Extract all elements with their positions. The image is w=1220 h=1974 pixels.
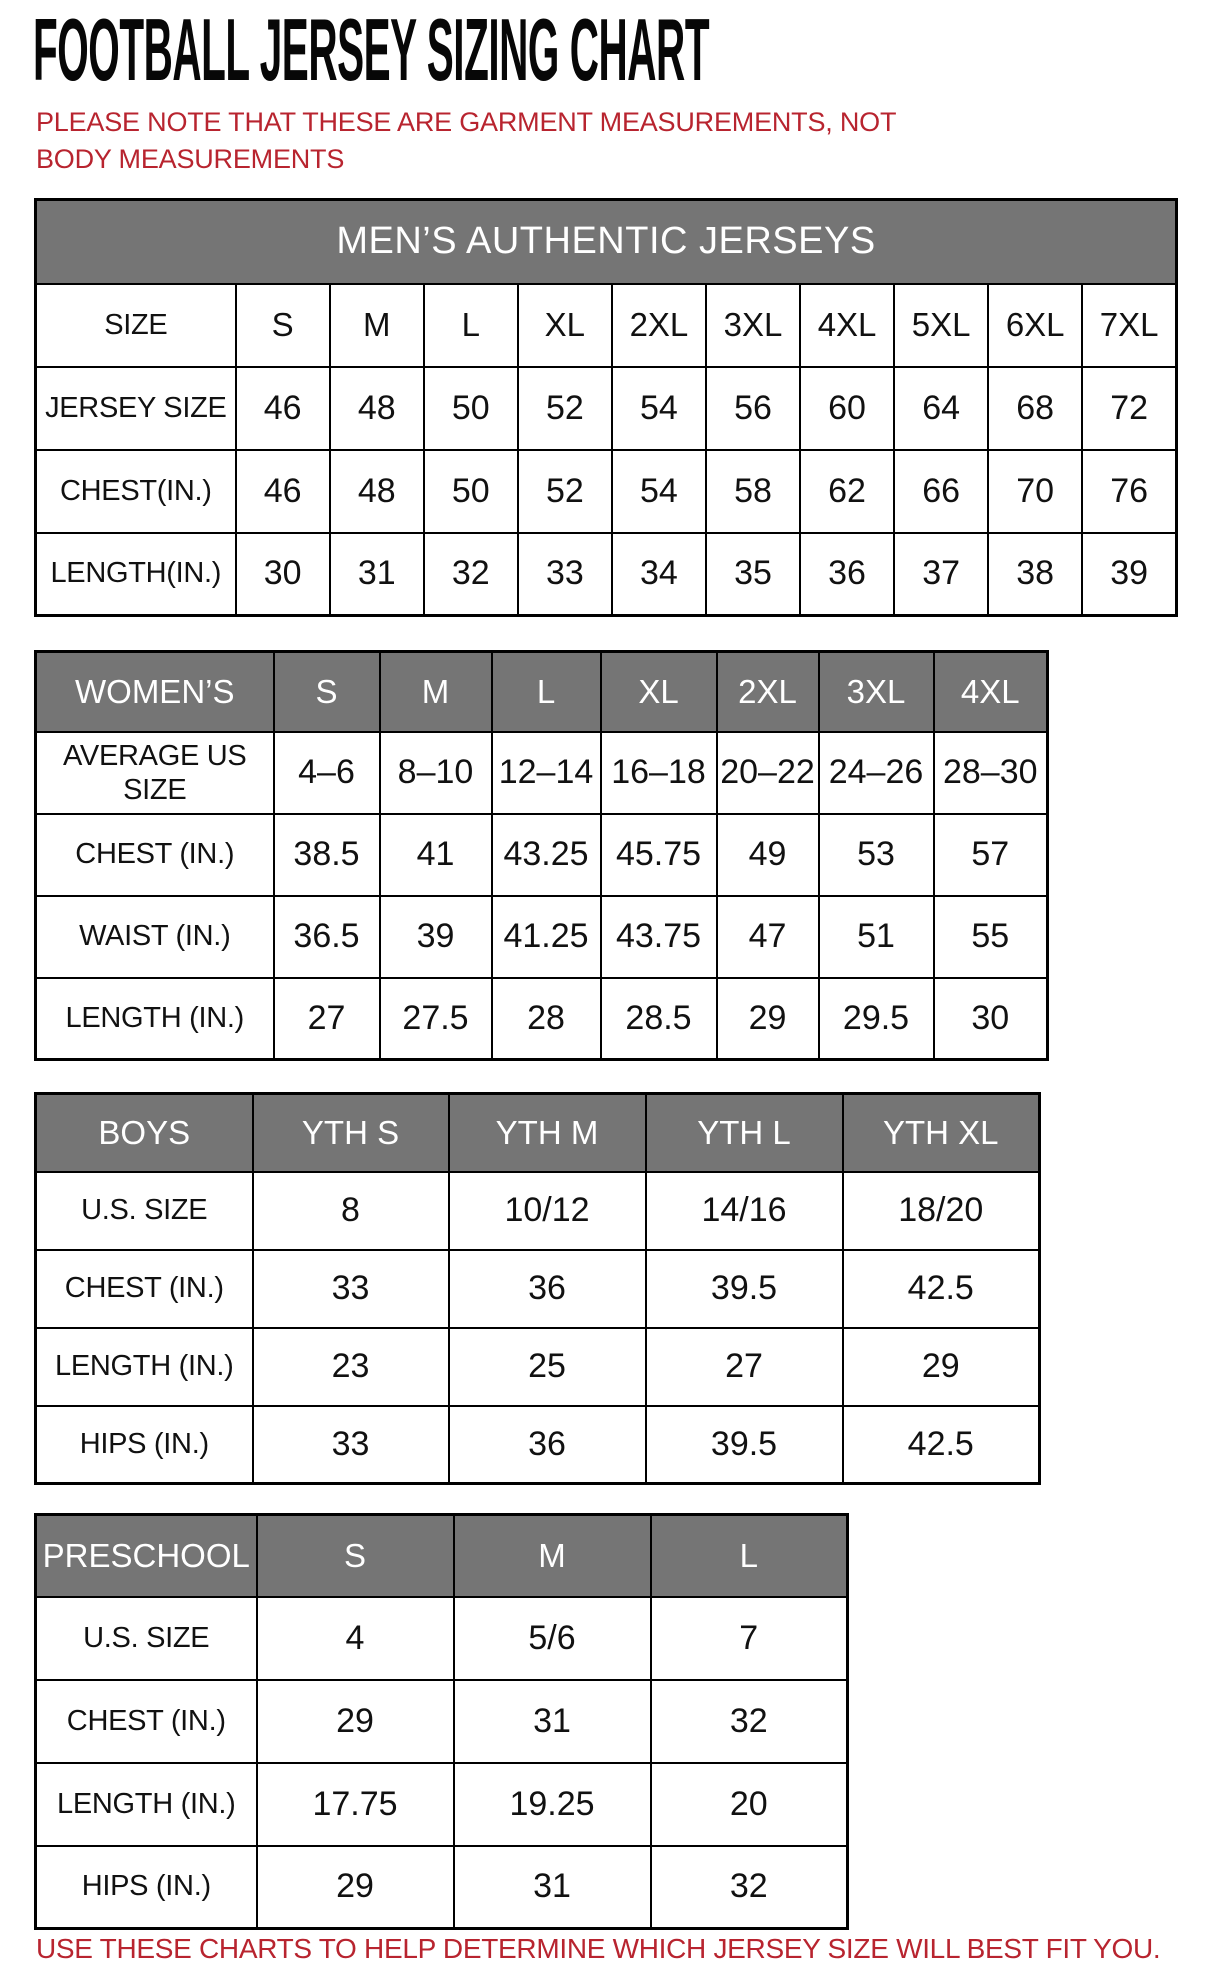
row-label: CHEST(IN.)	[36, 450, 236, 533]
size-value: 52	[518, 450, 612, 533]
size-value: 56	[706, 367, 800, 450]
size-header: M	[380, 652, 492, 732]
size-header: 3XL	[706, 284, 800, 367]
size-header: L	[492, 652, 601, 732]
size-value: 37	[894, 533, 988, 616]
size-value: 46	[236, 450, 330, 533]
size-value: 38	[988, 533, 1082, 616]
size-value: 10/12	[449, 1172, 646, 1250]
size-value: 32	[651, 1680, 848, 1763]
size-value: 28.5	[601, 978, 717, 1060]
size-value: 14/16	[646, 1172, 843, 1250]
size-header: S	[257, 1515, 454, 1597]
table-row	[36, 896, 1048, 978]
table-row	[36, 978, 1048, 1060]
size-value: 7	[651, 1597, 848, 1680]
size-value: 17.75	[257, 1763, 454, 1846]
size-value: 28	[492, 978, 601, 1060]
size-header: L	[424, 284, 518, 367]
table-title: PRESCHOOL	[36, 1515, 257, 1597]
size-value: 53	[819, 814, 934, 896]
size-value: 54	[612, 450, 706, 533]
size-value: 18/20	[843, 1172, 1040, 1250]
table-banner-row	[36, 200, 1177, 284]
size-value: 39.5	[646, 1406, 843, 1484]
size-value: 30	[236, 533, 330, 616]
size-value: 43.75	[601, 896, 717, 978]
size-value: 36	[449, 1406, 646, 1484]
size-header: 2XL	[612, 284, 706, 367]
size-value: 51	[819, 896, 934, 978]
size-value: 25	[449, 1328, 646, 1406]
size-value: 39	[380, 896, 492, 978]
size-value: 43.25	[492, 814, 601, 896]
row-label: CHEST (IN.)	[36, 1250, 253, 1328]
size-header: YTH M	[449, 1094, 646, 1172]
womens-sizing-table	[34, 650, 1049, 1061]
size-value: 27	[274, 978, 380, 1060]
size-value: 36	[800, 533, 894, 616]
table-header-row	[36, 1094, 1040, 1172]
size-value: 39.5	[646, 1250, 843, 1328]
size-value: 60	[800, 367, 894, 450]
size-header: 4XL	[934, 652, 1048, 732]
size-value: 29	[843, 1328, 1040, 1406]
row-label: SIZE	[36, 284, 236, 367]
size-value: 29	[717, 978, 819, 1060]
row-label: AVERAGE US SIZE	[63, 739, 247, 806]
size-value: 39	[1082, 533, 1176, 616]
table-row	[36, 814, 1048, 896]
table-row	[36, 1328, 1040, 1406]
size-value: 20–22	[717, 732, 819, 814]
row-label: LENGTH (IN.)	[36, 1763, 257, 1846]
size-value: 33	[253, 1250, 449, 1328]
size-header: 4XL	[800, 284, 894, 367]
row-label: U.S. SIZE	[36, 1597, 257, 1680]
size-value: 36.5	[274, 896, 380, 978]
table-row	[36, 533, 1177, 616]
size-value: 33	[253, 1406, 449, 1484]
size-header: L	[651, 1515, 848, 1597]
preschool-sizing-table	[34, 1513, 849, 1930]
size-value: 41	[380, 814, 492, 896]
size-header: M	[454, 1515, 651, 1597]
size-value: 20	[651, 1763, 848, 1846]
size-value: 32	[424, 533, 518, 616]
table-title: BOYS	[36, 1094, 253, 1172]
size-value: 52	[518, 367, 612, 450]
size-value: 8–10	[380, 732, 492, 814]
size-value: 57	[934, 814, 1048, 896]
size-value: 33	[518, 533, 612, 616]
size-value: 54	[612, 367, 706, 450]
table-row	[36, 367, 1177, 450]
size-header: 6XL	[988, 284, 1082, 367]
size-value: 29.5	[819, 978, 934, 1060]
size-value: 42.5	[843, 1250, 1040, 1328]
size-value: 27.5	[380, 978, 492, 1060]
size-value: 42.5	[843, 1406, 1040, 1484]
size-header: S	[236, 284, 330, 367]
size-value: 29	[257, 1680, 454, 1763]
size-value: 31	[454, 1680, 651, 1763]
row-label: HIPS (IN.)	[36, 1406, 253, 1484]
size-header: YTH XL	[843, 1094, 1040, 1172]
size-value: 19.25	[454, 1763, 651, 1846]
size-value: 47	[717, 896, 819, 978]
size-value: 4	[257, 1597, 454, 1680]
size-header: 3XL	[819, 652, 934, 732]
row-label: CHEST (IN.)	[36, 814, 274, 896]
size-value: 27	[646, 1328, 843, 1406]
size-header: 2XL	[717, 652, 819, 732]
size-value: 30	[934, 978, 1048, 1060]
table-header-row	[36, 1515, 848, 1597]
row-label: LENGTH(IN.)	[36, 533, 236, 616]
size-header: YTH S	[253, 1094, 449, 1172]
size-value: 49	[717, 814, 819, 896]
size-value: 72	[1082, 367, 1176, 450]
row-label: LENGTH (IN.)	[36, 978, 274, 1060]
table-header-row	[36, 652, 1048, 732]
table-row	[36, 732, 1048, 814]
size-value: 58	[706, 450, 800, 533]
table-row	[36, 284, 1177, 367]
mens-table-banner: MEN’S AUTHENTIC JERSEYS	[36, 200, 1177, 284]
size-value: 29	[257, 1846, 454, 1929]
row-label: WAIST (IN.)	[36, 896, 274, 978]
size-value: 32	[651, 1846, 848, 1929]
row-label: JERSEY SIZE	[36, 367, 236, 450]
row-label: LENGTH (IN.)	[36, 1328, 253, 1406]
size-value: 46	[236, 367, 330, 450]
size-value: 34	[612, 533, 706, 616]
mens-authentic-jerseys-table	[34, 198, 1178, 617]
size-value: 64	[894, 367, 988, 450]
page-title: FOOTBALL JERSEY SIZING CHART	[33, 0, 710, 99]
size-value: 35	[706, 533, 800, 616]
size-value: 76	[1082, 450, 1176, 533]
table-title: WOMEN’S	[36, 652, 274, 732]
garment-measurements-note: PLEASE NOTE THAT THESE ARE GARMENT MEASUREMENTS, NOT BODY MEASUREMENTS	[36, 107, 896, 174]
table-row	[36, 1846, 848, 1929]
size-value: 68	[988, 367, 1082, 450]
size-value: 45.75	[601, 814, 717, 896]
size-value: 4–6	[274, 732, 380, 814]
table-row	[36, 1172, 1040, 1250]
size-value: 48	[330, 450, 424, 533]
table-row	[36, 450, 1177, 533]
fit-advice-note: USE THESE CHARTS TO HELP DETERMINE WHICH JERSEY SIZE WILL BEST FIT YOU.	[36, 1933, 1161, 1964]
size-value: 8	[253, 1172, 449, 1250]
size-value: 24–26	[819, 732, 934, 814]
size-header: M	[330, 284, 424, 367]
size-header: XL	[518, 284, 612, 367]
size-value: 55	[934, 896, 1048, 978]
size-value: 70	[988, 450, 1082, 533]
table-row	[36, 1763, 848, 1846]
size-value: 50	[424, 367, 518, 450]
size-header: XL	[601, 652, 717, 732]
row-label: CHEST (IN.)	[36, 1680, 257, 1763]
size-header: YTH L	[646, 1094, 843, 1172]
size-value: 48	[330, 367, 424, 450]
size-header: S	[274, 652, 380, 732]
size-value: 41.25	[492, 896, 601, 978]
row-label: HIPS (IN.)	[36, 1846, 257, 1929]
size-value: 16–18	[601, 732, 717, 814]
size-value: 12–14	[492, 732, 601, 814]
table-row	[36, 1680, 848, 1763]
size-value: 66	[894, 450, 988, 533]
size-value: 50	[424, 450, 518, 533]
table-row	[36, 1597, 848, 1680]
size-value: 23	[253, 1328, 449, 1406]
size-value: 36	[449, 1250, 646, 1328]
size-value: 5/6	[454, 1597, 651, 1680]
size-value: 31	[454, 1846, 651, 1929]
size-header: 7XL	[1082, 284, 1176, 367]
boys-sizing-table	[34, 1092, 1041, 1485]
size-value: 31	[330, 533, 424, 616]
size-value: 28–30	[934, 732, 1048, 814]
size-value: 62	[800, 450, 894, 533]
table-row	[36, 1250, 1040, 1328]
table-row	[36, 1406, 1040, 1484]
row-label: U.S. SIZE	[36, 1172, 253, 1250]
size-value: 38.5	[274, 814, 380, 896]
size-header: 5XL	[894, 284, 988, 367]
